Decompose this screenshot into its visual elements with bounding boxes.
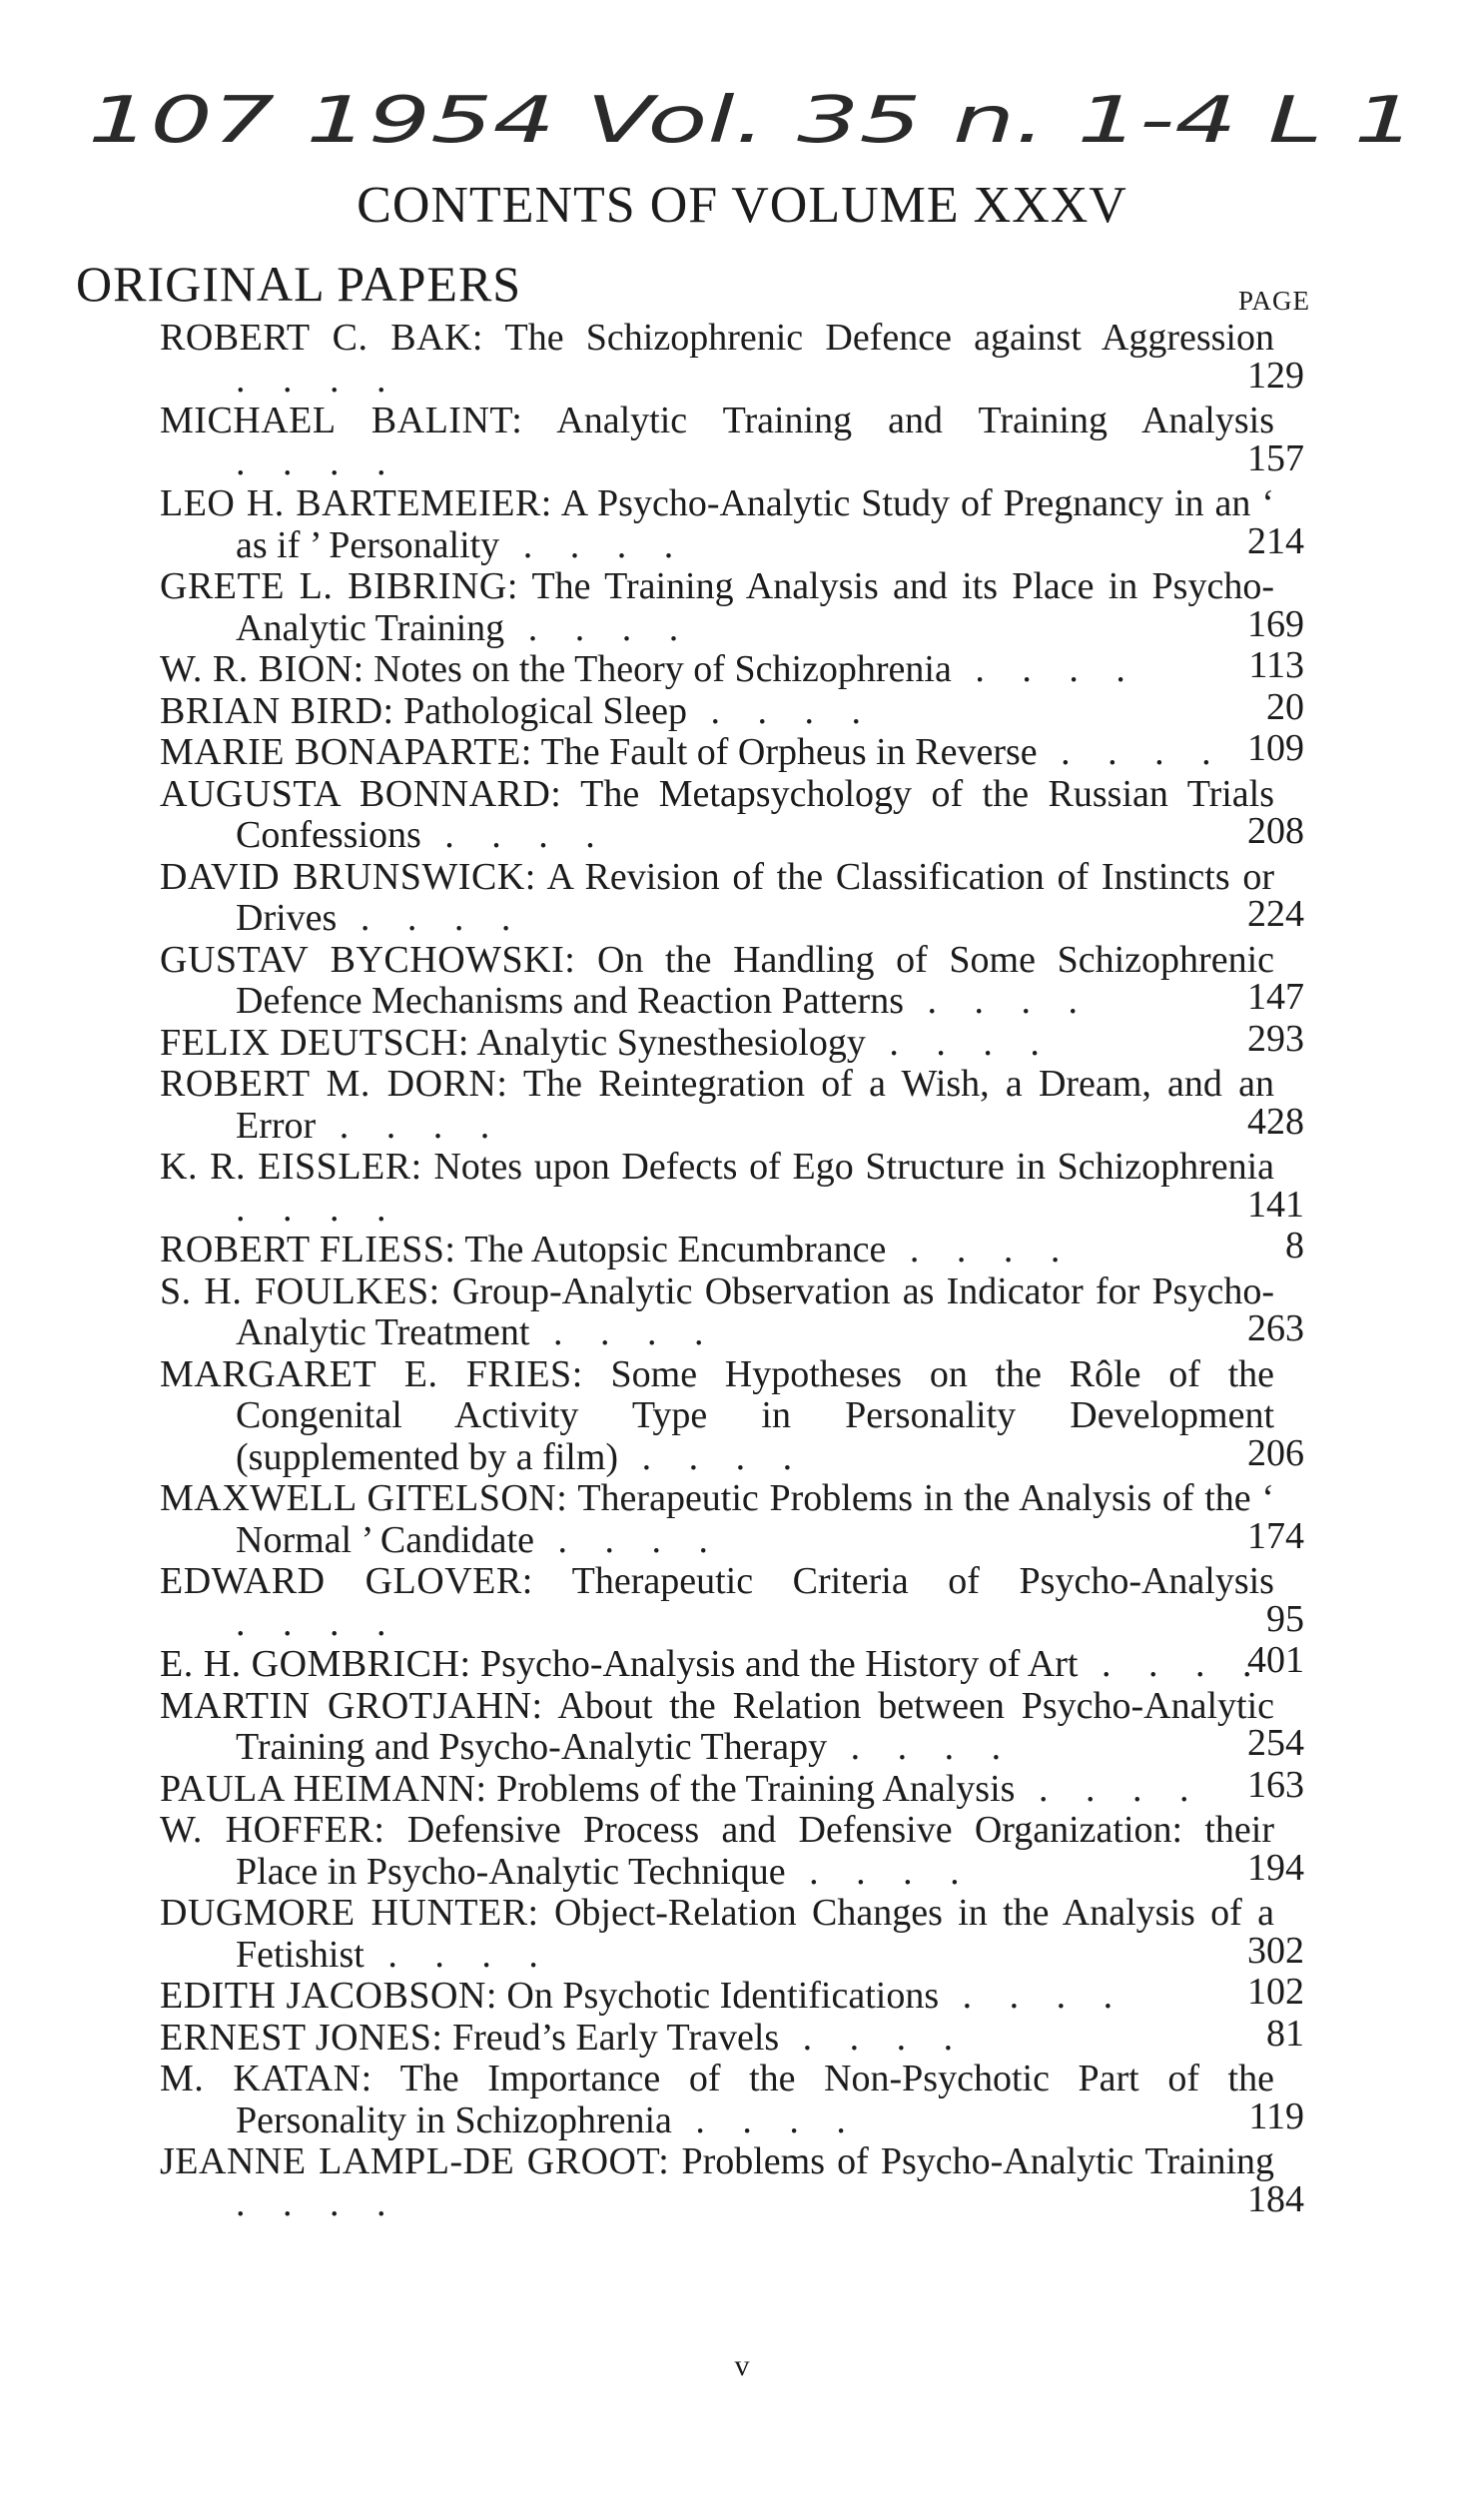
toc-dot-leader: . . . . xyxy=(1078,1643,1266,1685)
toc-entry xyxy=(0,940,1484,1023)
toc-entry-author: S. H. FOULKES: xyxy=(160,1269,440,1312)
toc-entry-page-number: 20 xyxy=(1266,685,1304,728)
toc-entry-text xyxy=(160,1354,1274,1479)
toc-entry-author: DUGMORE HUNTER: xyxy=(160,1892,539,1934)
toc-entry xyxy=(0,566,1484,649)
toc-entry-page-number: 169 xyxy=(1247,602,1304,645)
toc-entry-text xyxy=(160,1230,1274,1271)
toc-entry-title: About the Relation between Psycho-Analytic Training and Psycho-Analytic Therapy xyxy=(236,1684,1275,1768)
toc-entry-author: AUGUSTA BONNARD: xyxy=(160,772,562,815)
toc-entry-text xyxy=(160,691,1274,733)
toc-entry xyxy=(0,1686,1484,1769)
toc-entry xyxy=(0,644,1484,691)
toc-entry-author: ERNEST JONES: xyxy=(160,2016,443,2059)
handwritten-annotation xyxy=(88,62,1416,172)
toc-entry-page-number: 174 xyxy=(1247,1514,1304,1557)
toc-dot-leader: . . . . xyxy=(529,1311,718,1353)
toc-entry xyxy=(0,1810,1484,1893)
toc-entry xyxy=(0,774,1484,857)
toc-dot-leader: . . . . xyxy=(236,1187,400,1230)
toc-dot-leader: . . . . xyxy=(316,1104,504,1147)
toc-entry-text xyxy=(160,483,1274,566)
toc-dot-leader: . . . . xyxy=(504,606,693,649)
toc-entry-page-number: 302 xyxy=(1247,1929,1304,1972)
toc-dot-leader: . . . . xyxy=(1015,1767,1203,1810)
toc-entry-author: ROBERT M. DORN: xyxy=(160,1063,508,1105)
toc-entry-page-number: 113 xyxy=(1248,644,1304,686)
toc-dot-leader: . . . . xyxy=(951,648,1139,690)
toc-entry-author: W. HOFFER: xyxy=(160,1809,385,1851)
toc-entry-author: BRIAN BIRD: xyxy=(160,689,394,732)
toc-entry xyxy=(0,401,1484,483)
toc-entry xyxy=(0,483,1484,566)
toc-entry xyxy=(0,2012,1484,2060)
toc-entry-text xyxy=(160,1023,1274,1065)
toc-entry-author: EDWARD GLOVER: xyxy=(160,1560,533,1602)
toc-dot-leader: . . . . xyxy=(865,1021,1054,1064)
toc-entry-text xyxy=(160,2018,1274,2060)
toc-entry-title: The Fault of Orpheus in Reverse xyxy=(540,731,1038,773)
toc-entry xyxy=(0,1971,1484,2018)
toc-dot-leader: . . . . xyxy=(364,1933,552,1976)
page-title: CONTENTS OF VOLUME XXXV xyxy=(357,177,1127,234)
toc-entry-page-number: 129 xyxy=(1247,354,1304,397)
toc-entry-title: The Importance of the Non-Psychotic Part of the Personality in Schizophrenia xyxy=(236,2058,1274,2141)
toc-entry xyxy=(0,1017,1484,1065)
toc-entry-text xyxy=(160,318,1274,401)
toc-entry-title: Some Hypotheses on the Rôle of the Congenital Activity Type in Personality Development (supplemented by a film) xyxy=(236,1352,1275,1478)
toc-dot-leader: . . . . xyxy=(499,523,688,566)
toc-entry-title: Problems of the Training Analysis xyxy=(496,1767,1016,1810)
toc-dot-leader: . . . . xyxy=(420,814,609,856)
toc-dot-leader: . . . . xyxy=(533,1518,722,1561)
toc-entry-author: ROBERT C. BAK: xyxy=(160,317,483,359)
toc-entry-title: The Metapsychology of the Russian Trials Confessions xyxy=(236,772,1274,856)
toc-entry-author: EDITH JACOBSON: xyxy=(160,1975,497,2017)
toc-dot-leader: . . . . xyxy=(1037,731,1225,773)
toc-entry xyxy=(0,857,1484,940)
toc-entry-author: MARTIN GROTJAHN: xyxy=(160,1684,543,1727)
toc-dot-leader: . . . . xyxy=(618,1435,807,1478)
toc-dot-leader: . . . . xyxy=(236,358,400,401)
toc-entry-text xyxy=(160,401,1274,483)
toc-entry-title: Analytic Synesthesiology xyxy=(476,1021,866,1064)
toc-entry-page-number: 8 xyxy=(1285,1225,1304,1266)
toc-entry-title: Therapeutic Criteria of Psycho-Analysis xyxy=(571,1560,1274,1602)
toc-dot-leader: . . . . xyxy=(785,1850,974,1893)
toc-dot-leader: . . . . xyxy=(779,2016,968,2059)
section-heading: ORIGINAL PAPERS xyxy=(76,256,522,312)
toc-entry xyxy=(0,1354,1484,1479)
toc-entry-page-number: 81 xyxy=(1266,2012,1304,2055)
toc-entry-title: Group-Analytic Observation as Indicator for Psycho-Analytic Treatment xyxy=(236,1269,1274,1353)
toc-entry-text xyxy=(160,1810,1274,1893)
toc-entry-text xyxy=(160,649,1274,691)
toc-entry-page-number: 119 xyxy=(1248,2094,1304,2137)
toc-entry-author: GUSTAV BYCHOWSKI: xyxy=(160,938,576,981)
toc-entry xyxy=(0,1639,1484,1686)
toc-entry-title: The Reintegration of a Wish, a Dream, and an Error xyxy=(236,1063,1274,1147)
toc-entry-text xyxy=(160,1064,1274,1147)
toc-entry-page-number: 263 xyxy=(1247,1307,1304,1349)
toc-entry-page-number: 428 xyxy=(1247,1100,1304,1143)
toc-entry-author: ROBERT FLIESS: xyxy=(160,1229,456,1270)
toc-entry-author: W. R. BION: xyxy=(160,648,365,690)
page-folio: v xyxy=(734,2349,750,2382)
toc-entry-title: Therapeutic Problems in the Analysis of the ‘ Normal ’ Candidate xyxy=(236,1477,1274,1561)
toc-entry-page-number: 184 xyxy=(1247,2177,1304,2220)
toc-entry xyxy=(0,1064,1484,1147)
toc-dot-leader: . . . . xyxy=(939,1975,1127,2017)
toc-dot-leader: . . . . xyxy=(236,1601,400,1644)
page-column-label: PAGE xyxy=(1238,286,1311,316)
toc-entry-title: A Revision of the Classification of Instincts or Drives xyxy=(236,855,1274,939)
toc-entry-page-number: 163 xyxy=(1247,1763,1304,1806)
toc-entry-page-number: 95 xyxy=(1266,1597,1304,1640)
toc-entry-page-number: 401 xyxy=(1247,1639,1304,1681)
toc-entry xyxy=(0,1763,1484,1811)
toc-dot-leader: . . . . xyxy=(827,1726,1016,1768)
toc-entry xyxy=(0,1561,1484,1644)
toc-entry xyxy=(0,1893,1484,1976)
toc-entry-title: Defensive Process and Defensive Organization: their Place in Psycho-Analytic Technique xyxy=(236,1809,1274,1893)
toc-entry-title: Problems of Psycho-Analytic Training xyxy=(681,2140,1275,2182)
toc-entry xyxy=(0,685,1484,733)
toc-entry-author: MICHAEL BALINT: xyxy=(160,400,523,441)
toc-entry-title: The Autopsic Encumbrance xyxy=(464,1229,887,1270)
toc-entry-title: On Psychotic Identifications xyxy=(506,1975,940,2017)
toc-entry-author: MAXWELL GITELSON: xyxy=(160,1477,568,1519)
toc-entry-text xyxy=(160,2059,1274,2141)
toc-entry-author: E. H. GOMBRICH: xyxy=(160,1643,471,1685)
toc-entry-page-number: 224 xyxy=(1247,893,1304,935)
toc-dot-leader: . . . . xyxy=(236,2181,400,2224)
toc-entry-author: K. R. EISSLER: xyxy=(160,1146,422,1188)
toc-dot-leader: . . . . xyxy=(886,1229,1075,1270)
toc-entry-text xyxy=(160,1686,1274,1769)
toc-entry-page-number: 109 xyxy=(1247,727,1304,769)
toc-entry-text xyxy=(160,857,1274,940)
toc-entry-page-number: 293 xyxy=(1247,1017,1304,1060)
toc-entry-title: Notes on the Theory of Schizophrenia xyxy=(373,648,952,690)
toc-entry-author: FELIX DEUTSCH: xyxy=(160,1021,469,1064)
toc-entry-text xyxy=(160,2141,1274,2224)
toc-entry-text xyxy=(160,1271,1274,1354)
toc-entry-page-number: 102 xyxy=(1247,1971,1304,2013)
toc-entry-page-number: 194 xyxy=(1247,1846,1304,1889)
toc-entry-page-number: 214 xyxy=(1247,519,1304,562)
toc-entry-title: Psycho-Analysis and the History of Art xyxy=(480,1643,1079,1685)
toc-entry-text xyxy=(160,940,1274,1023)
handwritten-annotation-text: 107 1954 Vol. 35 n. 1-4 L 1 xyxy=(88,84,1416,158)
toc-entry-title: On the Handling of Some Schizophrenic Defence Mechanisms and Reaction Patterns xyxy=(236,938,1274,1022)
toc-entry-page-number: 157 xyxy=(1247,436,1304,479)
toc-entry-author: PAULA HEIMANN: xyxy=(160,1767,487,1810)
toc-entry-author: JEANNE LAMPL-DE GROOT: xyxy=(160,2140,670,2182)
toc-entry-page-number: 206 xyxy=(1247,1431,1304,1474)
toc-dot-leader: . . . . xyxy=(686,689,875,732)
toc-entry-text xyxy=(160,1769,1274,1811)
toc-entry xyxy=(0,1478,1484,1561)
toc-entry xyxy=(0,727,1484,774)
toc-dot-leader: . . . . xyxy=(904,980,1092,1022)
toc-entry-page-number: 208 xyxy=(1247,810,1304,852)
toc-dot-leader: . . . . xyxy=(671,2098,860,2141)
toc-entry-title: A Psycho-Analytic Study of Pregnancy in an ‘ as if ’ Personality xyxy=(236,482,1274,566)
toc-entry-text xyxy=(160,732,1274,774)
toc-entry xyxy=(0,2059,1484,2141)
toc-entry-author: GRETE L. BIBRING: xyxy=(160,565,518,607)
toc-entry-title: Freud’s Early Travels xyxy=(451,2016,780,2059)
toc-entry-title: Pathological Sleep xyxy=(403,689,687,732)
toc-entry-author: DAVID BRUNSWICK: xyxy=(160,855,536,898)
toc-entry-text xyxy=(160,566,1274,649)
toc-entry-text xyxy=(160,1478,1274,1561)
toc-entry-author: M. KATAN: xyxy=(160,2058,372,2099)
toc-entry xyxy=(0,1225,1484,1271)
toc-entry xyxy=(0,1271,1484,1354)
toc-entry-text xyxy=(160,774,1274,857)
toc-entry xyxy=(0,2141,1484,2224)
toc-entry-page-number: 254 xyxy=(1247,1722,1304,1764)
toc-entry-title: Analytic Training and Training Analysis xyxy=(556,400,1274,441)
toc-entry xyxy=(0,318,1484,401)
handwritten-annotation-drawing xyxy=(88,62,1416,172)
toc-entry xyxy=(0,1147,1484,1230)
toc-entry-text xyxy=(160,1976,1274,2018)
toc-entry-text xyxy=(160,1893,1274,1976)
table-of-contents xyxy=(0,318,1484,2224)
toc-entry-author: LEO H. BARTEMEIER: xyxy=(160,482,552,524)
toc-entry-author: MARIE BONAPARTE: xyxy=(160,731,532,773)
toc-dot-leader: . . . . xyxy=(337,897,525,939)
toc-entry-page-number: 147 xyxy=(1247,976,1304,1018)
toc-entry-title: Notes upon Defects of Ego Structure in Schizophrenia xyxy=(433,1146,1275,1188)
toc-entry-text xyxy=(160,1644,1274,1686)
toc-entry-title: Object-Relation Changes in the Analysis of a Fetishist xyxy=(236,1892,1274,1976)
toc-entry-text xyxy=(160,1561,1274,1644)
toc-entry-page-number: 141 xyxy=(1247,1183,1304,1226)
toc-dot-leader: . . . . xyxy=(236,440,400,483)
toc-entry-author: MARGARET E. FRIES: xyxy=(160,1352,583,1395)
toc-entry-text xyxy=(160,1147,1274,1230)
toc-entry-title: The Training Analysis and its Place in Psycho-Analytic Training xyxy=(236,565,1274,649)
toc-entry-title: The Schizophrenic Defence against Aggression xyxy=(504,317,1274,359)
